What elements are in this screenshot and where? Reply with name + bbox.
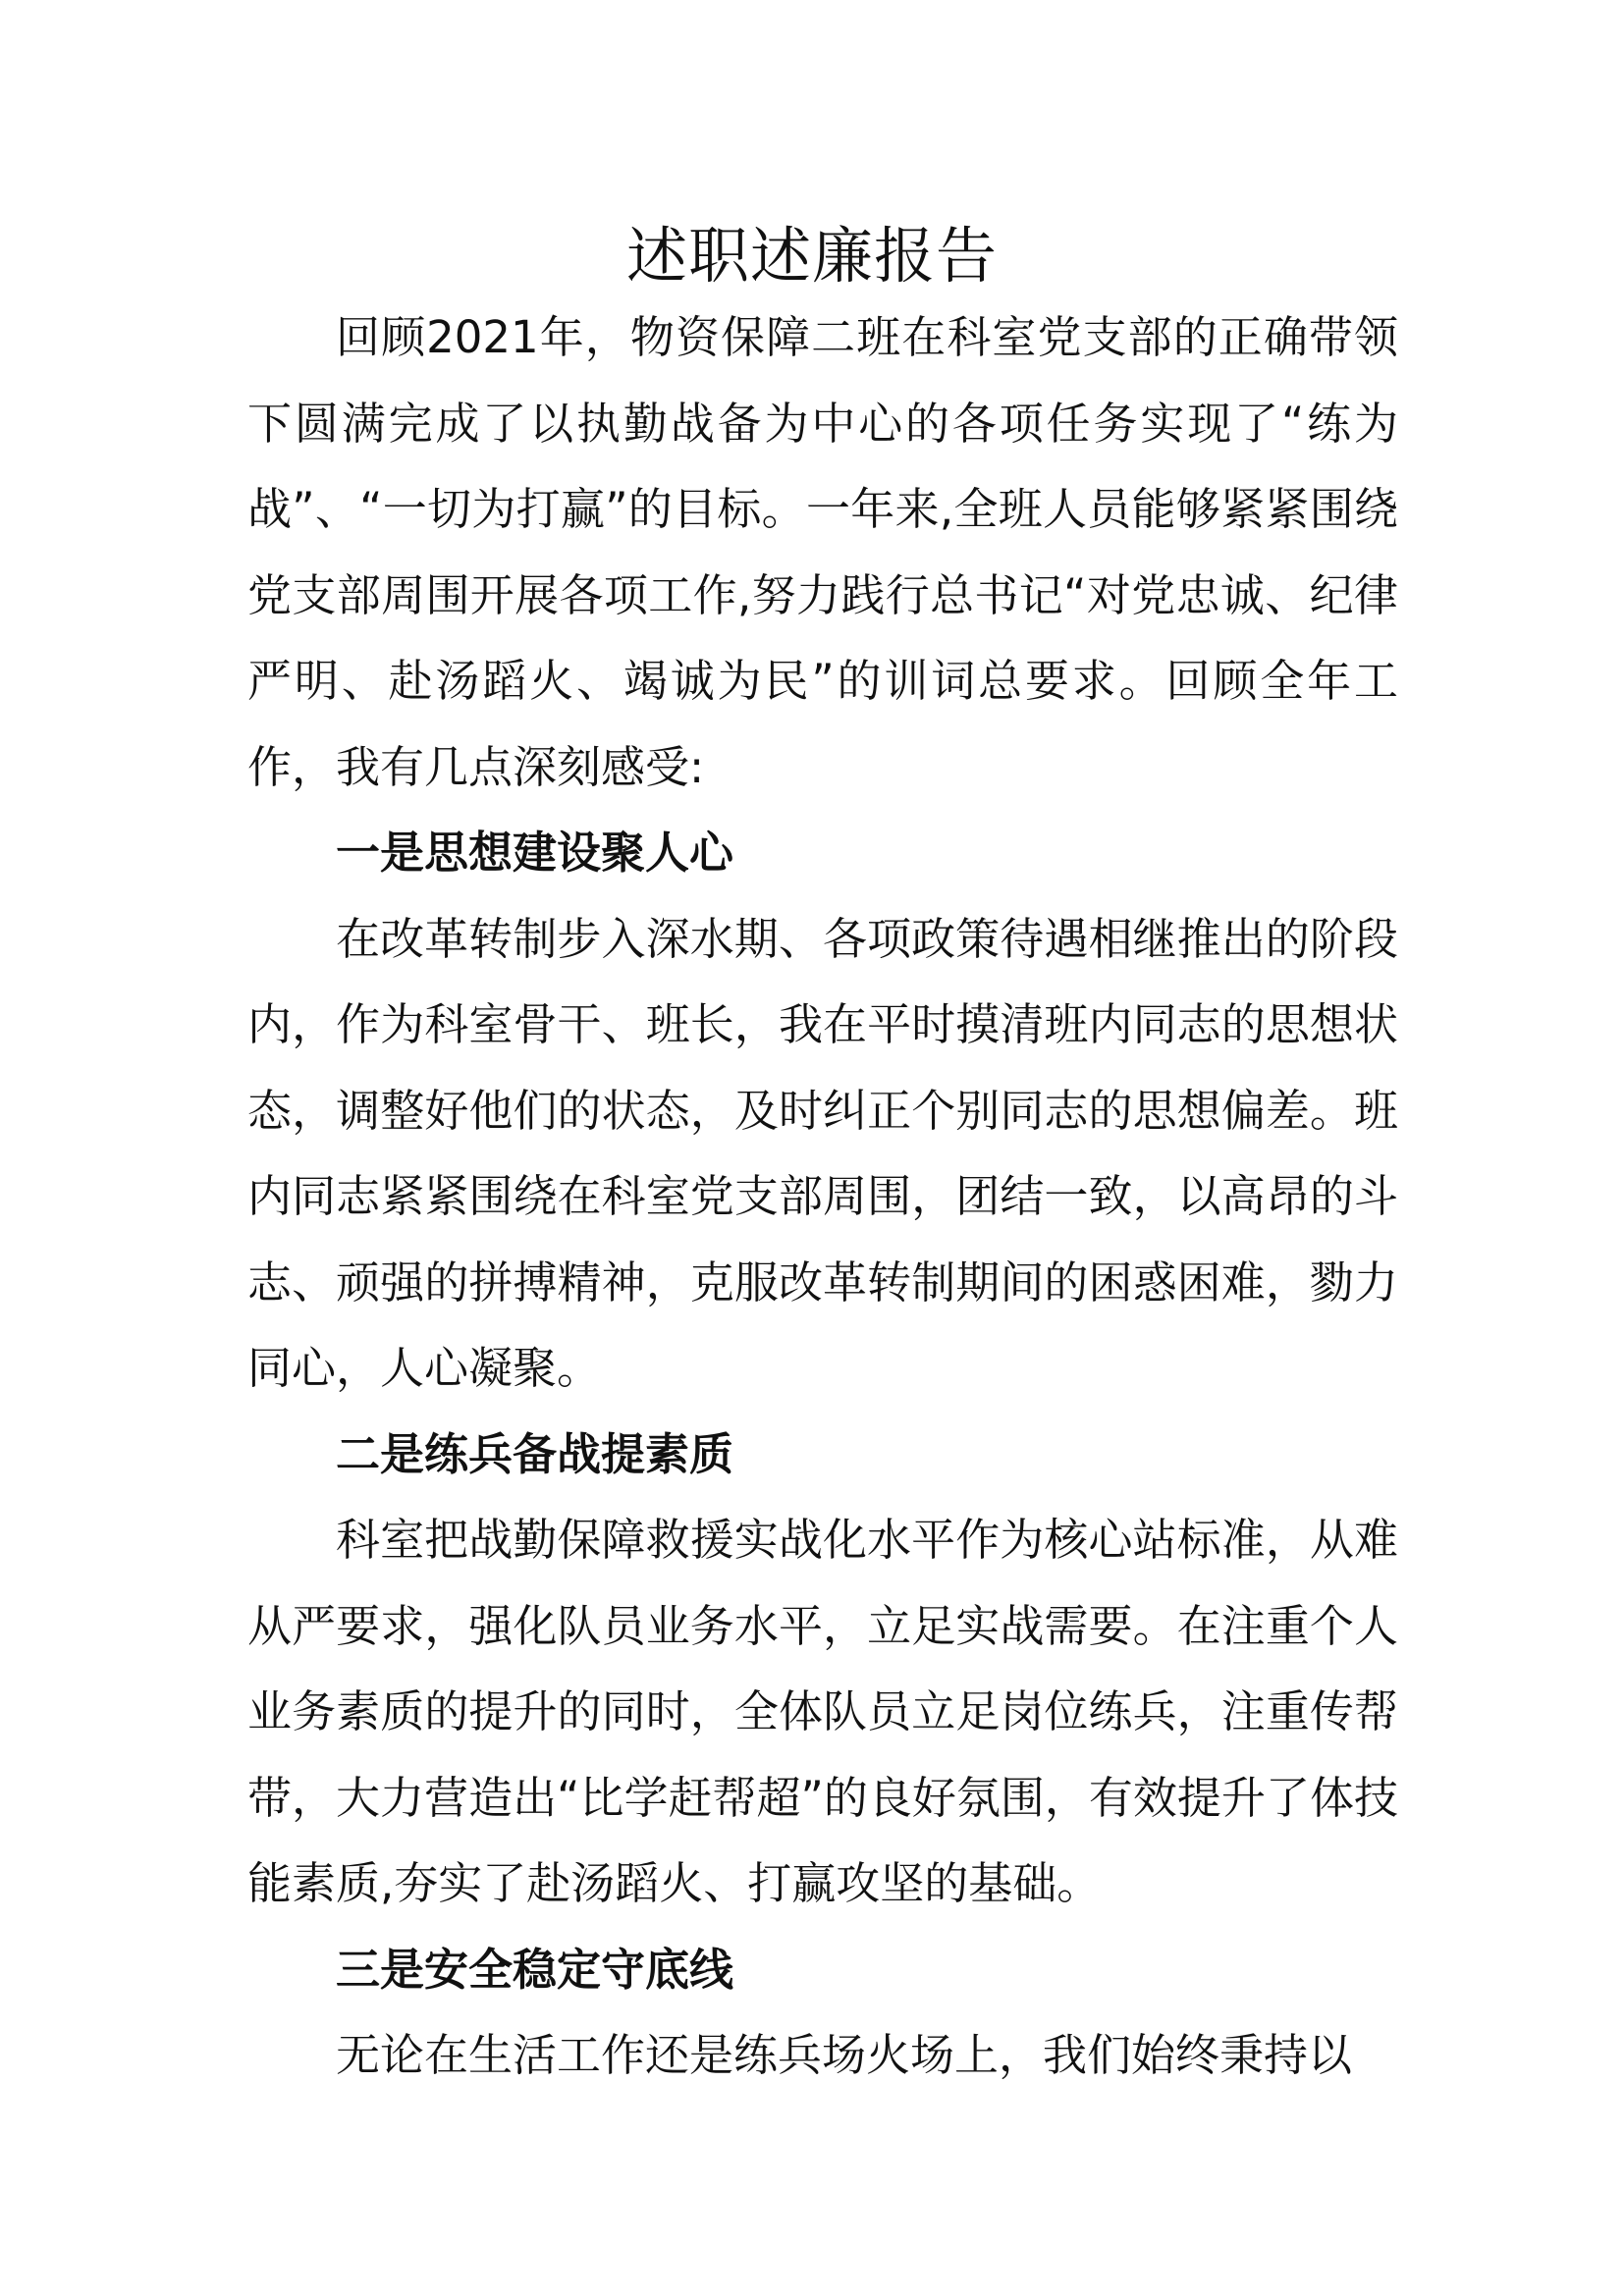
section-paragraph-2: 科室把战勤保障救援实战化水平作为核心站标准，从难从严要求，强化队员业务水平，立足实战需要。在注重个人业务素质的提升的同时，全体队员立足岗位练兵，注重传帮带，大力营造出“比学赶帮超”的良好氛围，有效提升了体技能素质,夯实了赴汤蹈火、打赢攻坚的基础。 <box>247 1514 1398 1909</box>
section-paragraph-1: 在改革转制步入深水期、各项政策待遇相继推出的阶段内，作为科室骨干、班长，我在平时摸清班内同志的思想状态，调整好他们的状态，及时纠正个别同志的思想偏差。班内同志紧紧围绕在科室党支部周围，团结一致，以高昂的斗志、顽强的拼搏精神，克服改革转制期间的困惑困难，勠力同心，人心凝聚。 <box>247 912 1398 1394</box>
intro-paragraph-text: 回顾2021年，物资保障二班在科室党支部的正确带领下圆满完成了以执勤战备为中心的各项任务实现了“练为战”、“一切为打赢”的目标。一年来,全班人员能够紧紧围绕党支部周围开展各项工作,努力践行总书记“对党忠诚、纪律严明、赴汤蹈火、竭诚为民”的训词总要求。回顾全年工作，我有几点深刻感受: <box>247 311 1398 793</box>
section-heading-2: 二是练兵备战提素质 <box>336 1427 734 1480</box>
intro-paragraph <box>247 294 1398 810</box>
section-heading-1: 一是思想建设聚人心 <box>336 827 734 879</box>
section-heading-3: 三是安全稳定守底线 <box>336 1943 734 1996</box>
document-body <box>247 294 1398 2099</box>
section-paragraph-3: 无论在生活工作还是练兵场火场上，我们始终秉持以 <box>336 2029 1353 2081</box>
page-title: 述职述廉报告 <box>625 220 998 292</box>
